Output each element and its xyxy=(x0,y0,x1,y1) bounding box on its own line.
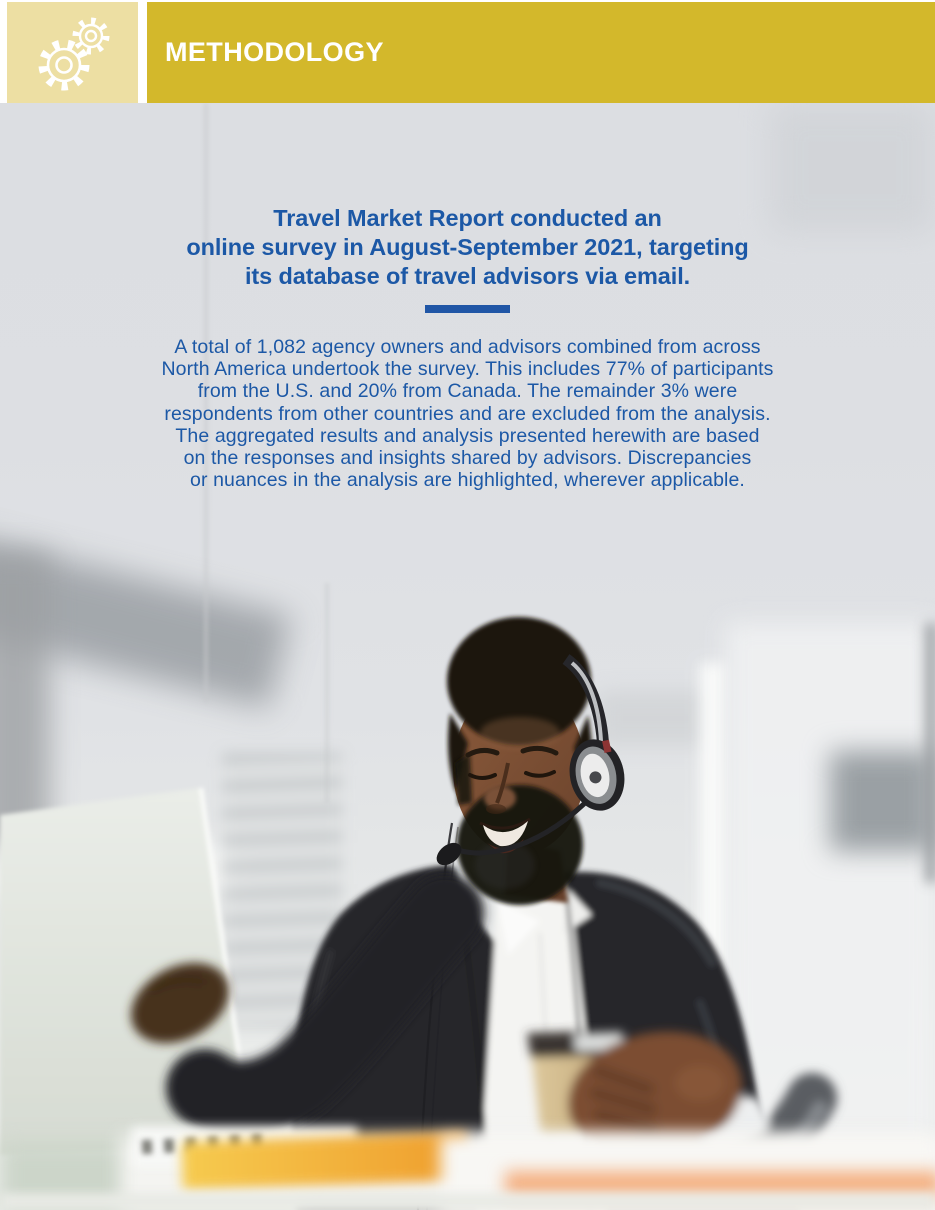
body-line: on the responses and insights shared by advisors. Discrepancies xyxy=(183,447,752,470)
yellow-notebook xyxy=(181,1132,468,1190)
body-line: respondents from other countries and are excluded from the analysis. xyxy=(164,402,771,425)
section-banner xyxy=(147,2,935,103)
methodology-intro xyxy=(0,204,935,291)
heading-line: Travel Market Report conducted an xyxy=(273,205,662,231)
heading-line: its database of travel advisors via email. xyxy=(244,263,691,289)
body-line: or nuances in the analysis are highlighted, wherever applicable. xyxy=(190,469,745,492)
intro-heading xyxy=(0,204,935,291)
body-line: North America undertook the survey. This includes 77% of participants xyxy=(161,358,774,381)
desk-edge xyxy=(0,1193,935,1210)
body-line: The aggregated results and analysis presented herewith are based xyxy=(175,424,760,447)
body-line: from the U.S. and 20% from Canada. The remainder 3% were xyxy=(197,380,738,403)
methodology-icon-box xyxy=(7,2,138,103)
intro-body xyxy=(0,336,935,491)
section-title: METHODOLOGY xyxy=(165,37,384,67)
body-line: A total of 1,082 agency owners and advisors combined from across xyxy=(174,336,761,358)
heading-line: online survey in August-September 2021, targeting xyxy=(186,234,749,260)
divider-rule xyxy=(425,305,510,313)
gears-icon xyxy=(7,2,138,103)
